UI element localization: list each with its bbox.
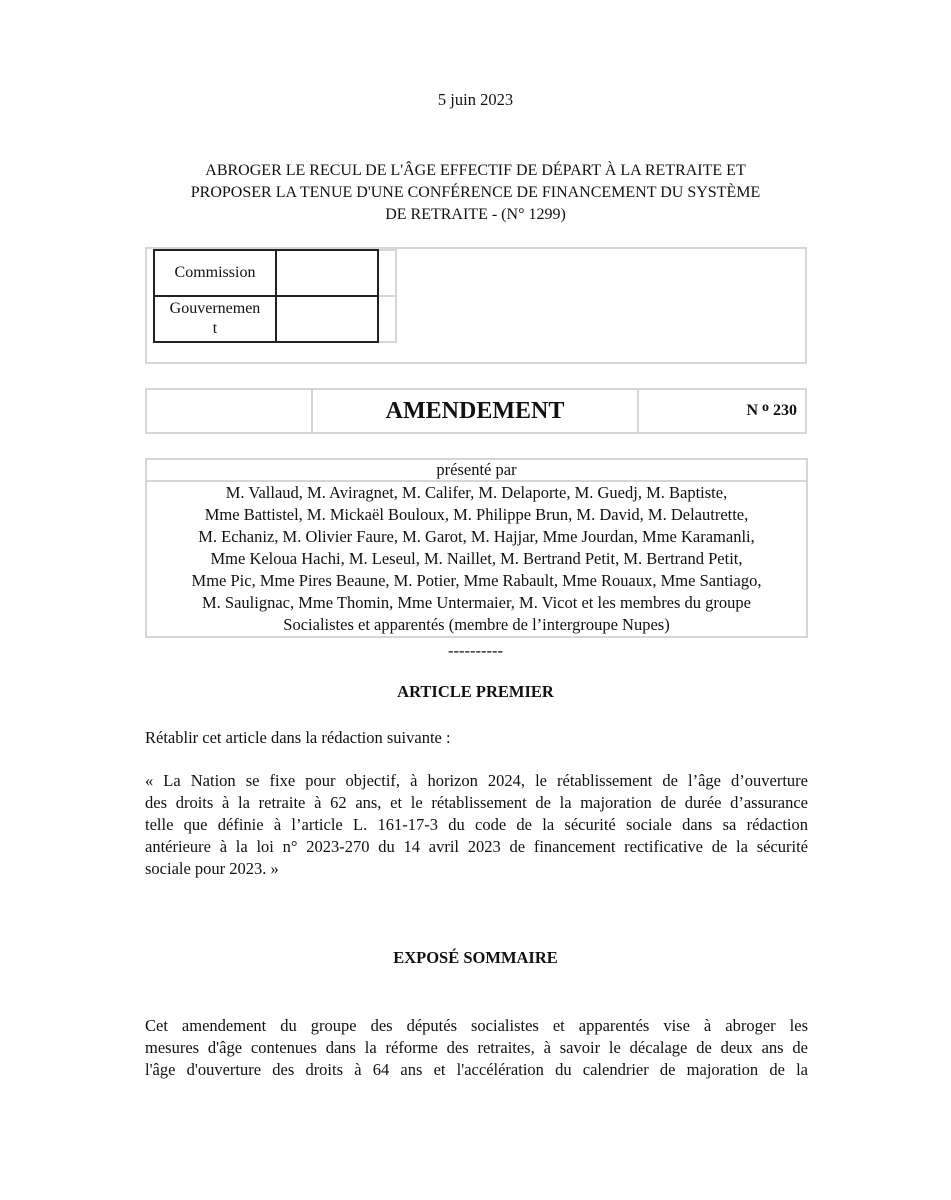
expose-heading: EXPOSÉ SOMMAIRE [393, 948, 558, 967]
avis-table [153, 249, 397, 343]
authors-line: M. Saulignac, Mme Thomin, Mme Untermaier, M. Vicot et les membres du groupe [201, 593, 751, 612]
authors-line: Socialistes et apparentés (membre de l’intergroupe Nupes) [283, 615, 670, 634]
authors-line: Mme Pic, Mme Pires Beaune, M. Potier, Mme Rabault, Mme Rouaux, Mme Santiago, [191, 571, 762, 590]
expose-line: Cet amendement du groupe des députés socialistes et apparentés vise à abroger les [145, 1016, 808, 1035]
authors-line: Mme Battistel, M. Mickaël Bouloux, M. Philippe Brun, M. David, M. Delautrette, [204, 505, 749, 524]
gouvernement-label: Gouvernemen t [154, 296, 276, 342]
title-line: ABROGER LE RECUL DE L'ÂGE EFFECTIF DE DÉPART À LA RETRAITE ET [205, 162, 746, 179]
presente-par-label: présenté par [147, 460, 806, 482]
quote-line: sociale pour 2023. » [145, 859, 279, 878]
authors-line: M. Vallaud, M. Aviragnet, M. Califer, M. Delaporte, M. Guedj, M. Baptiste, [225, 483, 728, 502]
article-quote [145, 770, 808, 880]
spacer-cell [378, 250, 396, 296]
document-date: 5 juin 2023 [437, 90, 514, 109]
commission-value [276, 250, 378, 296]
quote-line: des droits à la retraite à 62 ans, et le rétablissement de la majoration de durée d’assurance [145, 793, 808, 812]
quote-line: « La Nation se fixe pour objectif, à horizon 2024, le rétablissement de l’âge d’ouverture [145, 771, 808, 790]
authors-line: M. Echaniz, M. Olivier Faure, M. Garot, M. Hajjar, Mme Jourdan, Mme Karamanli, [198, 527, 755, 546]
authors-line: Mme Keloua Hachi, M. Leseul, M. Naillet, M. Bertrand Petit, M. Bertrand Petit, [210, 549, 743, 568]
spacer-cell [378, 296, 396, 342]
article-heading: ARTICLE PREMIER [397, 682, 554, 701]
quote-line: antérieure à la loi n° 2023-270 du 14 avril 2023 de financement rectificative de la sécurité [145, 837, 808, 856]
title-line: DE RETRAITE - (N° 1299) [385, 206, 566, 223]
expose-text [145, 1015, 808, 1081]
expose-line: l'âge d'ouverture des droits à 64 ans et l'accélération du calendrier de majoration de la [145, 1060, 808, 1079]
amendement-number: N $^o$ 230 [746, 400, 797, 419]
separator: ---------- [448, 641, 503, 660]
gouvernement-value [276, 296, 378, 342]
authors-box [145, 458, 808, 638]
expose-line: mesures d'âge contenues dans la réforme des retraites, à savoir le décalage de deux ans de [145, 1038, 808, 1057]
avis-box [145, 247, 807, 364]
quote-line: telle que définie à l’article L. 161-17-3 du code de la sécurité sociale dans sa rédaction [145, 815, 808, 834]
article-intro: Rétablir cet article dans la rédaction suivante : [145, 728, 451, 747]
amendement-label: AMENDEMENT [313, 390, 639, 432]
empty-cell [147, 390, 313, 432]
document-title [120, 160, 831, 226]
commission-label: Commission [154, 250, 276, 296]
title-line: PROPOSER LA TENUE D'UNE CONFÉRENCE DE FINANCEMENT DU SYSTÈME [190, 184, 761, 201]
amendement-header [145, 388, 807, 434]
